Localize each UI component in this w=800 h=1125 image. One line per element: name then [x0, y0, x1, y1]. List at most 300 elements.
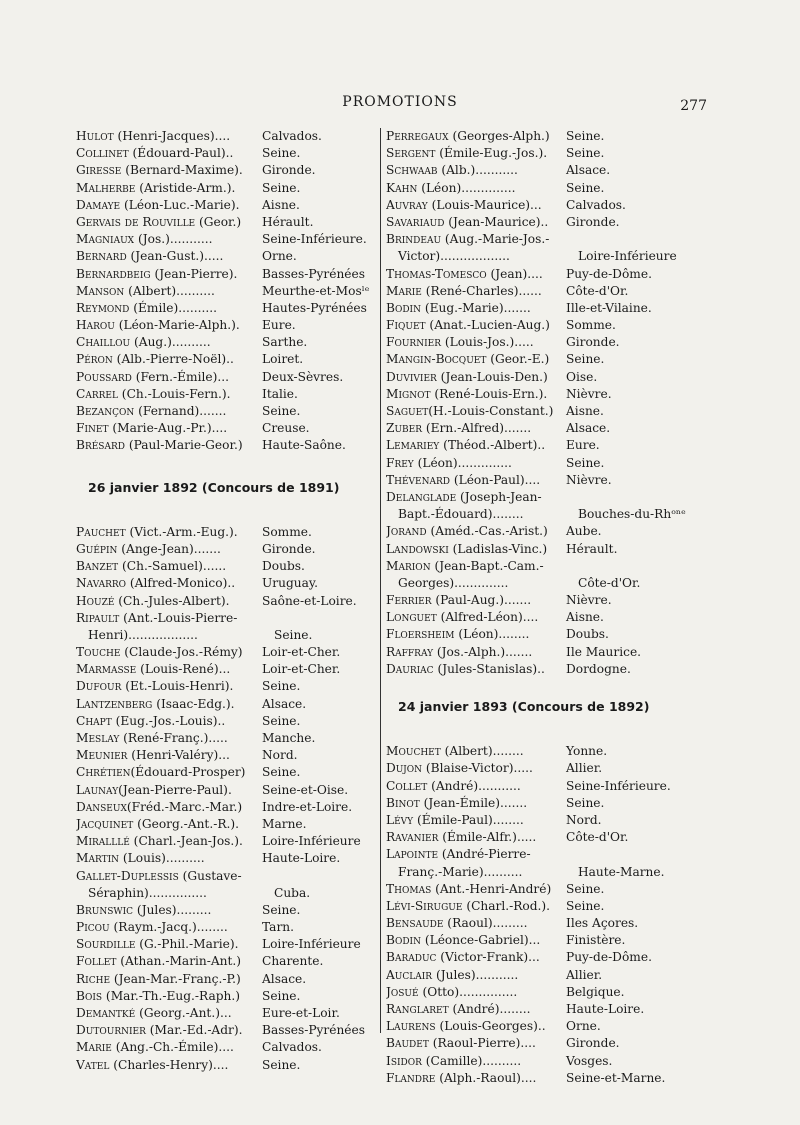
given-names: (André)........... — [427, 778, 521, 793]
column-divider — [380, 128, 381, 1033]
given-names: (René-Franç.)..... — [119, 731, 228, 745]
list-entry — [386, 932, 706, 949]
surname: Isidor — [386, 1053, 422, 1068]
right-list-top — [386, 128, 706, 678]
entry-place: Seine-et-Marne. — [566, 1070, 666, 1085]
list-entry — [76, 300, 376, 317]
given-names: (Louis-Georges).. — [435, 1019, 546, 1034]
given-names: (Jules-Stanislas).. — [433, 661, 545, 676]
list-entry — [386, 984, 706, 1001]
entry-place: Oise. — [566, 369, 598, 384]
surname: Raffray — [386, 644, 434, 659]
entry-name — [76, 145, 260, 162]
surname: Bernardbeig — [76, 266, 151, 281]
surname: Navarro — [76, 576, 127, 591]
list-entry — [386, 128, 706, 145]
list-entry — [386, 162, 706, 179]
list-entry — [386, 300, 706, 317]
entry-name — [76, 334, 260, 351]
list-entry — [386, 214, 706, 231]
page-number: 277 — [680, 98, 707, 114]
entry-name — [76, 953, 260, 970]
given-names: (Alb.-Pierre-Noël).. — [112, 352, 234, 367]
given-names: (Raoul-Pierre).... — [428, 1036, 536, 1051]
list-entry — [76, 1039, 376, 1056]
entry-name — [386, 1001, 564, 1018]
given-names: (Émile-Alfr.)..... — [438, 830, 537, 845]
list-entry — [386, 915, 706, 932]
given-names: (Louis-Jos.)..... — [440, 335, 534, 350]
entry-place: Haute-Loire. — [262, 851, 341, 866]
given-names: (Athan.-Marin-Ant.) — [116, 954, 242, 969]
surname: Lévy — [386, 812, 414, 827]
entry-place: Saône-et-Loire. — [262, 593, 357, 608]
given-names: (Édouard-Prosper) — [130, 765, 246, 780]
given-names: (Ch.-Jules-Albert). — [114, 593, 230, 608]
entry-place: Nord. — [566, 812, 602, 827]
entry-place: Loire-Inférieure — [262, 937, 361, 952]
surname: Bernard — [76, 249, 127, 264]
list-entry — [76, 351, 376, 368]
given-names: (Ch.-Samuel)...... — [118, 559, 227, 574]
entry-place: Loir-et-Cher. — [262, 662, 341, 677]
entry-name — [386, 644, 564, 661]
entry-name — [386, 949, 564, 966]
list-entry — [386, 575, 706, 592]
given-names: (Ant.-Henri-André) — [431, 881, 552, 896]
entry-name — [76, 317, 260, 334]
given-names: (Paul-Marie-Geor.) — [124, 438, 243, 453]
surname: Baudet — [386, 1036, 429, 1051]
entry-name — [386, 661, 564, 678]
list-entry — [386, 541, 706, 558]
entry-name — [386, 489, 564, 506]
surname: Danseux — [76, 799, 127, 814]
given-names: (Alfred-Monico).. — [126, 576, 236, 591]
entry-place: Indre-et-Loire. — [262, 799, 353, 814]
entry-name — [76, 420, 260, 437]
section-title-1892: 26 janvier 1892 (Concours de 1891) — [88, 479, 340, 495]
entry-place: Seine. — [566, 146, 605, 161]
surname: Miralllé — [76, 834, 130, 849]
entry-name — [386, 197, 564, 214]
entry-place: Nièvre. — [566, 593, 612, 608]
list-entry — [386, 369, 706, 386]
entry-place: Basses-Pyrénées — [262, 266, 365, 281]
surname: Thévenard — [386, 472, 450, 487]
list-entry — [76, 747, 376, 764]
list-entry — [386, 1070, 706, 1087]
given-names: (Édouard-Paul).. — [128, 146, 234, 161]
list-entry — [76, 162, 376, 179]
entry-place: Seine. — [262, 404, 301, 418]
entry-place: Seine. — [566, 898, 605, 913]
entry-name — [386, 864, 576, 881]
surname: Magniaux — [76, 232, 135, 247]
surname: Launay — [76, 782, 119, 797]
given-names: (Georges-Alph.) — [448, 129, 550, 143]
entry-name — [76, 1057, 260, 1074]
entry-name — [76, 627, 272, 644]
list-entry — [76, 919, 376, 936]
list-entry — [386, 145, 706, 162]
entry-name — [386, 778, 564, 795]
entry-name — [386, 626, 564, 643]
entry-place: Italie. — [262, 386, 298, 401]
list-entry — [76, 661, 376, 678]
surname: Fournier — [386, 335, 441, 350]
surname: Touche — [76, 645, 121, 660]
entry-place: Seine. — [262, 765, 301, 780]
given-names: (Ant.-Louis-Pierre- — [119, 610, 238, 625]
given-names: (Émile-Eug.-Jos.). — [435, 146, 548, 161]
list-entry — [76, 833, 376, 850]
given-names: (Léon-Luc.-Marie). — [120, 197, 240, 212]
entry-place: Gironde. — [566, 1036, 620, 1051]
given-names: (Vict.-Arm.-Eug.). — [125, 524, 238, 539]
entry-place: Eure-et-Loir. — [262, 1006, 340, 1020]
entry-place: Deux-Sèvres. — [262, 369, 344, 384]
entry-name — [76, 231, 260, 248]
entry-name — [386, 369, 564, 386]
given-names: (H.-Louis-Constant.) — [428, 404, 554, 418]
surname: Finet — [76, 421, 109, 436]
entry-place: Cuba. — [274, 885, 311, 900]
list-entry — [386, 197, 706, 214]
entry-name — [386, 145, 564, 162]
entry-name — [76, 128, 260, 145]
entry-name — [386, 455, 564, 472]
entry-name — [386, 266, 564, 283]
surname: Poussard — [76, 369, 132, 384]
list-entry — [76, 575, 376, 592]
list-entry — [76, 541, 376, 558]
given-names: (Léon)........ — [454, 627, 530, 642]
list-entry — [386, 812, 706, 829]
section-title-1893: 24 janvier 1893 (Concours de 1892) — [398, 699, 650, 714]
surname: Perregaux — [386, 129, 449, 143]
given-names: (Henri-Jacques).... — [113, 129, 231, 143]
given-names: (André-Pierre- — [438, 847, 531, 862]
list-entry — [386, 523, 706, 540]
entry-name — [76, 713, 260, 730]
entry-place: Côte-d'Or. — [578, 575, 641, 590]
list-entry — [386, 592, 706, 609]
entry-name — [386, 162, 564, 179]
surname: Mouchet — [386, 744, 441, 759]
list-entry — [386, 864, 706, 881]
entry-place: Seine. — [566, 795, 605, 810]
given-names: (Ch.-Louis-Fern.). — [117, 386, 231, 401]
surname: Manson — [76, 283, 125, 298]
given-names: (Joseph-Jean- — [456, 489, 542, 504]
surname: Banzet — [76, 559, 119, 574]
list-entry — [76, 953, 376, 970]
entry-name — [76, 678, 260, 695]
entry-name — [76, 180, 260, 197]
surname: Marmasse — [76, 662, 137, 677]
list-entry — [386, 558, 706, 575]
list-entry — [76, 437, 376, 454]
entry-name — [386, 915, 564, 932]
list-entry — [386, 386, 706, 403]
surname: Jorand — [386, 524, 427, 539]
surname: Thomas — [386, 881, 432, 896]
entry-name — [76, 610, 237, 627]
entry-name — [76, 214, 260, 231]
given-names: (Henri-Valéry)... — [127, 748, 230, 763]
entry-name — [76, 936, 260, 953]
entry-name — [386, 403, 564, 420]
list-entry — [76, 782, 376, 799]
entry-name — [76, 1005, 260, 1022]
surname: Laurens — [386, 1019, 436, 1034]
entry-place: Bouches-du-Rhᵒⁿᵉ — [578, 507, 686, 522]
given-names: (Jean-Bapt.-Cam.- — [430, 558, 544, 573]
given-names: Henri).................. — [88, 627, 198, 642]
entry-name — [76, 833, 260, 850]
surname: Schwaab — [386, 163, 438, 178]
entry-name — [76, 248, 260, 265]
entry-place: Doubs. — [566, 627, 609, 642]
list-entry — [386, 437, 706, 454]
list-entry — [386, 283, 706, 300]
entry-place: Gironde. — [262, 541, 316, 556]
entry-name — [386, 334, 564, 351]
right-list-section — [386, 743, 706, 1087]
entry-name — [76, 1022, 260, 1039]
entry-place: Seine. — [262, 180, 301, 195]
entry-name — [76, 558, 260, 575]
given-names: (Louis-Maurice)... — [427, 197, 542, 212]
entry-name — [76, 369, 260, 386]
list-entry — [76, 283, 376, 300]
list-entry — [386, 1053, 706, 1070]
entry-place: Gironde. — [566, 214, 620, 229]
given-names: (Albert)........ — [440, 744, 524, 759]
entry-place: Sarthe. — [262, 335, 308, 350]
list-entry — [76, 764, 376, 781]
entry-name — [76, 644, 260, 661]
entry-place: Côte-d'Or. — [566, 830, 629, 845]
entry-place: Nord. — [262, 748, 298, 763]
entry-name — [76, 386, 260, 403]
given-names: (Léonce-Gabriel)... — [420, 933, 541, 948]
given-names: (Ange-Jean)....... — [117, 541, 221, 556]
entry-name — [76, 661, 260, 678]
surname: Martin — [76, 851, 120, 866]
entry-name — [76, 283, 260, 300]
left-column — [76, 128, 376, 1074]
entry-name — [386, 558, 564, 575]
entry-name — [76, 816, 260, 833]
given-names: (Camille).......... — [421, 1053, 522, 1068]
entry-name — [386, 283, 564, 300]
list-entry — [76, 266, 376, 283]
list-entry — [386, 949, 706, 966]
given-names: (Ern.-Alfred)....... — [422, 421, 532, 436]
entry-place: Charente. — [262, 954, 324, 969]
surname: Chaillou — [76, 335, 131, 350]
given-names: (Fernand)....... — [134, 404, 227, 418]
given-names: Bapt.-Édouard)........ — [398, 507, 524, 522]
entry-name — [386, 760, 564, 777]
entry-name — [76, 764, 260, 781]
entry-place: Dordogne. — [566, 661, 631, 676]
entry-place: Alsace. — [566, 421, 611, 436]
given-names: (Léon).............. — [413, 455, 512, 470]
list-entry — [386, 644, 706, 661]
surname: Follet — [76, 954, 117, 969]
entry-name — [386, 506, 576, 523]
entry-place: Alsace. — [262, 696, 307, 711]
entry-name — [386, 300, 564, 317]
entry-name — [76, 300, 260, 317]
list-entry — [76, 627, 376, 644]
given-names: (Ang.-Ch.-Émile).... — [111, 1040, 234, 1055]
list-entry — [386, 317, 706, 334]
entry-place: Seine. — [566, 129, 605, 143]
list-entry — [386, 351, 706, 368]
given-names: (Gustave- — [178, 868, 242, 883]
surname: Brunswic — [76, 902, 134, 917]
given-names: (Geor.) — [195, 214, 242, 229]
entry-place: Loire-Inférieure — [578, 249, 677, 264]
entry-name — [386, 180, 564, 197]
entry-name — [386, 829, 564, 846]
given-names: (Aristide-Arm.). — [135, 180, 236, 195]
surname: Saguet — [386, 404, 429, 418]
surname: Kahn — [386, 180, 418, 195]
entry-place: Belgique. — [566, 984, 625, 999]
entry-place: Aube. — [566, 524, 602, 539]
entry-place: Loir-et-Cher. — [262, 645, 341, 660]
entry-place: Creuse. — [262, 421, 310, 436]
entry-place: Seine. — [274, 627, 313, 642]
entry-name — [386, 898, 564, 915]
given-names: (Paul-Aug.)....... — [431, 593, 532, 608]
entry-place: Puy-de-Dôme. — [566, 950, 652, 965]
list-entry — [76, 369, 376, 386]
list-entry — [386, 180, 706, 197]
surname: Meunier — [76, 748, 128, 763]
entry-place: Finistère. — [566, 933, 626, 948]
given-names: (G.-Phil.-Marie). — [135, 937, 239, 952]
list-entry — [386, 248, 706, 265]
given-names: (Jean-Pierre-Paul). — [118, 782, 232, 797]
entry-place: Seine. — [566, 881, 605, 896]
entry-name — [76, 988, 260, 1005]
given-names: (Améd.-Cas.-Arist.) — [426, 524, 548, 539]
surname: Dauriac — [386, 661, 434, 676]
surname: Chrétien — [76, 765, 131, 780]
entry-name — [386, 812, 564, 829]
list-entry — [76, 231, 376, 248]
entry-name — [386, 351, 564, 368]
surname: Frey — [386, 455, 414, 470]
entry-name — [386, 128, 564, 145]
entry-place: Tarn. — [262, 920, 294, 935]
list-entry — [76, 558, 376, 575]
list-entry — [386, 898, 706, 915]
running-title: PROMOTIONS — [342, 94, 458, 110]
surname: Picou — [76, 920, 110, 935]
entry-place: Eure. — [262, 318, 296, 333]
list-entry — [76, 816, 376, 833]
surname: Baraduc — [386, 950, 437, 965]
given-names: Georges).............. — [398, 575, 509, 590]
entry-name — [76, 868, 242, 885]
list-entry — [76, 145, 376, 162]
entry-name — [76, 902, 260, 919]
list-entry — [386, 626, 706, 643]
list-entry — [386, 795, 706, 812]
surname: Auvray — [386, 197, 428, 212]
given-names: (Jean-Émile)....... — [419, 795, 528, 810]
entry-place: Calvados. — [262, 1040, 322, 1055]
given-names: (Anat.-Lucien-Aug.) — [425, 318, 550, 333]
given-names: (Jean-Mar.-Franç.-P.) — [110, 971, 241, 986]
given-names: Franç.-Marie).......... — [398, 864, 523, 879]
given-names: (Jos.-Alph.)....... — [433, 644, 533, 659]
entry-place: Ile Maurice. — [566, 644, 642, 659]
entry-place: Puy-de-Dôme. — [566, 266, 652, 281]
surname: Landowski — [386, 541, 449, 556]
entry-place: Allier. — [566, 967, 603, 982]
surname: Gallet-Duplessis — [76, 868, 179, 883]
entry-place: Calvados. — [566, 197, 626, 212]
entry-name — [386, 437, 564, 454]
list-entry — [76, 902, 376, 919]
entry-name — [386, 231, 564, 248]
list-entry — [76, 386, 376, 403]
list-entry — [386, 420, 706, 437]
entry-name — [386, 1035, 564, 1052]
entry-place: Yonne. — [566, 744, 608, 759]
left-list-section — [76, 524, 376, 1074]
list-entry — [386, 231, 706, 248]
list-entry — [76, 403, 376, 420]
surname: Bezançon — [76, 404, 135, 418]
surname: Collinet — [76, 146, 129, 161]
given-names: (Alph.-Raoul).... — [435, 1070, 537, 1085]
entry-place: Iles Açores. — [566, 916, 639, 931]
surname: Marion — [386, 558, 431, 573]
list-entry — [386, 881, 706, 898]
given-names: (André)........ — [448, 1002, 531, 1016]
entry-name — [386, 592, 564, 609]
entry-place: Eure. — [566, 438, 600, 453]
given-names: (Georg.-Ant.)... — [135, 1006, 232, 1020]
given-names: (Otto)............... — [418, 984, 518, 999]
list-entry — [76, 850, 376, 867]
entry-name — [76, 197, 260, 214]
surname: Jacquinet — [76, 816, 134, 831]
list-entry — [386, 661, 706, 678]
entry-place: Manche. — [262, 731, 316, 745]
surname: Hulot — [76, 129, 114, 143]
entry-place: Alsace. — [566, 163, 611, 178]
given-names: (Jules)......... — [133, 902, 212, 917]
surname: Auclair — [386, 967, 433, 982]
surname: Josué — [386, 984, 419, 999]
given-names: (Marie-Aug.-Pr.).... — [108, 421, 228, 436]
surname: Binot — [386, 795, 420, 810]
entry-place: Loire-Inférieure — [262, 834, 361, 849]
list-entry — [76, 214, 376, 231]
list-entry — [76, 885, 376, 902]
surname: Reymond — [76, 300, 130, 315]
